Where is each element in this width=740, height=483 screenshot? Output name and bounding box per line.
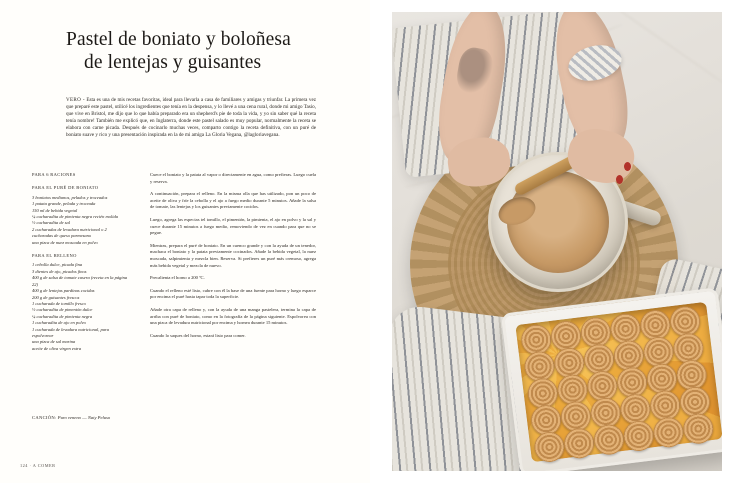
ingredients-column	[32, 172, 128, 352]
ingredient-item: ½ cucharadita de sal	[32, 220, 70, 226]
painted-nail	[616, 175, 623, 184]
ingredient-item: 1 cucharada de tomillo fresco	[32, 300, 86, 306]
ingredient-item: una pizca de sal marina	[32, 339, 76, 345]
piped-swirl	[592, 423, 625, 456]
instruction-step: Mientras, prepara el puré de boniato. En un cuenco grande y con la ayuda de un tenedor, machaca el boniato y la patata previamente cocinados. Añade la bebida vegetal, la nuez moscada, salpimienta y mezcla bien. Reserva. Si prefieres un puré más cremoso, agrega más bebida vegetal y mezcla de nuevo.	[150, 242, 316, 268]
ingredient-item: ½ cucharadita de pimentón dulce	[32, 307, 93, 313]
ingredient-group-heading: PARA EL PURÉ DE BONIATO	[32, 185, 99, 191]
ingredient-item: 400 g de lentejas pardinas cocidas	[32, 288, 95, 294]
ingredient-item: una pizca de nuez moscada en polvo	[32, 239, 98, 245]
ingredient-item: 1 patata grande, pelada y troceada	[32, 201, 96, 207]
servings-label: PARA 6 RACIONES	[32, 172, 76, 177]
ingredient-item: 1 cucharadita de ajo en polvo	[32, 320, 86, 326]
ingredient-item: 1 cucharada de levadura nutricional, para espolvorear	[32, 326, 109, 338]
intro-paragraph: VERO - Esta es una de mis recetas favoritas, ideal para llevarla a casa de familiares y amigas y triunfar. La primera vez que preparé este pastel, utilicé los ingredientes que tenía en la despensa, y lo llevé a una cena rural, donde mi amigo Tasio, que vive en Bristol, me dijo que lo que había preparado era un shepherd's pie de toda la vida, y yo sin saber qué la receta tenía nombre! También me explicó que, en Inglaterra, donde este pastel salado es muy popular, normalmente la receta se elabora con carne picada. Después de cocinarlo muchas veces, comparto contigo la receta definitiva, con un puré de boniato suave y rico y una presentación inspirada en la de mi amiga La Gloria Vegana, @lagloriavegana.	[66, 97, 316, 139]
instructions-column	[150, 172, 316, 345]
intro-lead-in: VERO -	[66, 97, 85, 103]
ingredient-item: aceite de oliva virgen extra	[32, 345, 82, 351]
instruction-step: Cuando el relleno esté listo, cubre con él la base de una fuente para horno y luego esparce por encima el puré hasta tapar toda la superficie.	[150, 287, 316, 300]
instruction-step: Luego, agrega las especias tel tomillo, el pimentón, la pimienta, el ajo en polvo y la sal y cuece durante 15 minutos a fuego medio, removiendo de vez en cuando para que no se pegue.	[150, 216, 316, 236]
instruction-step: A continuación, prepara el relleno. En la misma olla que has utilizado, pon un poco de aceite de oliva y fríe la cebolla y el ajo a fuego medio durante 5 minutos. Añade la salsa de tomate, las lentejas y los guisantes previamente cocidos.	[150, 191, 316, 210]
baking-dish	[501, 287, 722, 471]
instruction-step: Añade otra capa de relleno y, con la ayuda de una manga pastelera, termina la capa de arriba con puré de boniato, como en la fotografía de la página siguiente. Espolvorea con una pizca de levadura nutricional por encima y hornea durante 15 minutos.	[150, 306, 316, 326]
piped-swirl	[652, 416, 685, 449]
ingredient-group-heading: PARA EL RELLENO	[32, 253, 77, 259]
title-line-2: de lentejas y guisantes	[84, 52, 262, 73]
song-artist: Naty Peluso	[87, 415, 111, 420]
painted-nail	[624, 162, 631, 171]
ingredient-item: 3 boniatos medianos, pelados y troceados	[32, 194, 108, 200]
page-folio: 124 · A COMER	[20, 463, 56, 468]
song-label: CANCIÓN:	[32, 415, 57, 420]
song-credit	[32, 415, 142, 421]
ingredient-item: ¼ cucharadita de pimienta negra recién molida	[32, 214, 118, 220]
spacer	[32, 246, 128, 253]
title-line-1: Pastel de boniato y boloñesa	[66, 29, 291, 50]
song-title: Puro veneno	[57, 415, 81, 420]
photo-page	[370, 0, 740, 483]
piped-swirl	[562, 427, 595, 460]
ingredient-item: 150 ml de bebida vegetal	[32, 207, 78, 213]
piped-swirl	[622, 419, 655, 452]
ingredient-item: 2 cucharadas de levadura nutricional o 2 cucharadas de queso parmesano	[32, 226, 107, 239]
ingredient-item: ¼ cucharadita de pimienta negra	[32, 313, 93, 319]
piped-sweet-potato-topping	[515, 302, 722, 462]
ingredient-item: 1 cebolla dulce, picada fina	[32, 262, 83, 268]
ingredient-item: 200 g de guisantes frescos	[32, 294, 80, 300]
page-title	[66, 28, 316, 74]
instruction-step: Cuando lo saques del horno, estará listo para comer.	[150, 332, 246, 338]
ingredient-item: 3 dientes de ajo, picados finos	[32, 268, 87, 274]
instruction-step: Cuece el boniato y la patata al vapor o directamente en agua, como prefieras. Luego cuela y reserva.	[150, 172, 316, 184]
ingredient-item: 400 g de salsa de tomate casera (receta en la página 22)	[32, 275, 128, 287]
piped-swirl	[533, 430, 566, 463]
piped-swirl	[682, 412, 715, 445]
instruction-step: Precalienta el horno a 200 ºC.	[150, 275, 205, 281]
song-separator: —	[82, 415, 87, 420]
overhead-food-photo	[392, 12, 722, 471]
